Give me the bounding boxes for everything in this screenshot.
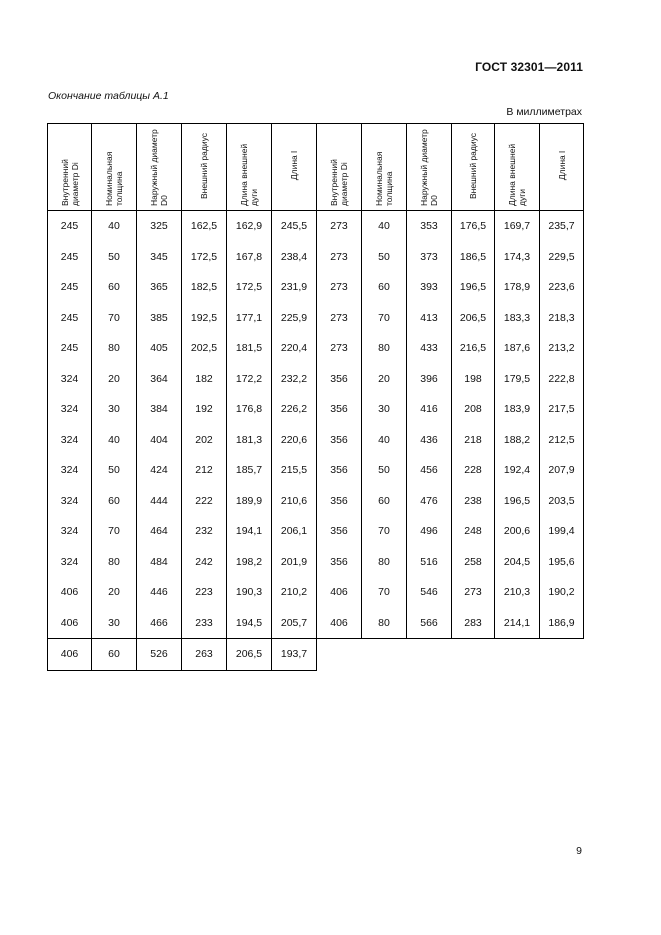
data-table: [47, 123, 584, 671]
table-cell: 20: [92, 577, 137, 608]
table-cell: 273: [317, 211, 362, 242]
table-row: [48, 425, 584, 456]
table-cell: 181,5: [227, 333, 272, 364]
table-cell: 177,1: [227, 303, 272, 334]
table-cell: 356: [317, 394, 362, 425]
table-cell: 273: [317, 303, 362, 334]
table-cell: 192,4: [495, 455, 540, 486]
table-cell: 195,6: [540, 547, 584, 578]
table-cell: 80: [362, 608, 407, 639]
table-cell: 456: [407, 455, 452, 486]
table-cell: 373: [407, 242, 452, 273]
table-cell: 167,8: [227, 242, 272, 273]
table-cell: 192,5: [182, 303, 227, 334]
table-cell: 172,2: [227, 364, 272, 395]
table-cell: 178,9: [495, 272, 540, 303]
table-cell: 196,5: [495, 486, 540, 517]
column-header: Наружный диаметр D0: [137, 124, 182, 211]
table-cell: 70: [362, 303, 407, 334]
table-cell: 186,5: [452, 242, 495, 273]
table-cell: 80: [362, 333, 407, 364]
table-cell: 356: [317, 364, 362, 395]
table-cell: 324: [48, 486, 92, 517]
table-cell: 526: [137, 639, 182, 671]
empty-cell: [407, 639, 452, 671]
table-cell: 405: [137, 333, 182, 364]
table-cell: 229,5: [540, 242, 584, 273]
table-cell: 235,7: [540, 211, 584, 242]
table-cell: 324: [48, 364, 92, 395]
table-cell: 188,2: [495, 425, 540, 456]
table-cell: 273: [452, 577, 495, 608]
table-cell: 385: [137, 303, 182, 334]
table-cell: 416: [407, 394, 452, 425]
table-cell: 223,6: [540, 272, 584, 303]
table-cell: 324: [48, 516, 92, 547]
table-caption: Окончание таблицы А.1: [48, 90, 169, 102]
table-row: [48, 516, 584, 547]
table-cell: 223: [182, 577, 227, 608]
table-cell: 80: [92, 333, 137, 364]
table-cell: 30: [362, 394, 407, 425]
table-cell: 181,3: [227, 425, 272, 456]
column-header: Внутренний диаметр Di: [317, 124, 362, 211]
table-cell: 225,9: [272, 303, 317, 334]
empty-cell: [452, 639, 495, 671]
table-row: [48, 364, 584, 395]
table-cell: 172,5: [182, 242, 227, 273]
table-cell: 466: [137, 608, 182, 639]
page-number: 9: [576, 845, 582, 857]
table-cell: 345: [137, 242, 182, 273]
table-cell: 220,6: [272, 425, 317, 456]
table-cell: 200,6: [495, 516, 540, 547]
table-cell: 50: [92, 455, 137, 486]
table-cell: 384: [137, 394, 182, 425]
column-header: Наружный диаметр D0: [407, 124, 452, 211]
column-header: Внешний радиус: [182, 124, 227, 211]
table-cell: 324: [48, 394, 92, 425]
table-cell: 199,4: [540, 516, 584, 547]
table-cell: 353: [407, 211, 452, 242]
table-cell: 193,7: [272, 639, 317, 671]
table-cell: 406: [317, 608, 362, 639]
table-cell: 406: [48, 577, 92, 608]
table-row: [48, 455, 584, 486]
table-cell: 263: [182, 639, 227, 671]
table-cell: 283: [452, 608, 495, 639]
table-cell: 245: [48, 211, 92, 242]
table-cell: 516: [407, 547, 452, 578]
table-cell: 245,5: [272, 211, 317, 242]
table-cell: 232: [182, 516, 227, 547]
table-cell: 60: [92, 486, 137, 517]
table-cell: 476: [407, 486, 452, 517]
table-cell: 70: [92, 303, 137, 334]
table-cell: 413: [407, 303, 452, 334]
table-cell: 446: [137, 577, 182, 608]
table-cell: 190,2: [540, 577, 584, 608]
column-header: Длина l: [272, 124, 317, 211]
table-cell: 20: [92, 364, 137, 395]
table-cell: 205,7: [272, 608, 317, 639]
table-cell: 60: [92, 272, 137, 303]
table-cell: 444: [137, 486, 182, 517]
table-cell: 356: [317, 425, 362, 456]
table-cell: 273: [317, 333, 362, 364]
empty-cell: [495, 639, 540, 671]
table-cell: 203,5: [540, 486, 584, 517]
table-cell: 80: [92, 547, 137, 578]
table-cell: 70: [362, 577, 407, 608]
table-cell: 40: [92, 425, 137, 456]
table-cell: 232,2: [272, 364, 317, 395]
table-cell: 80: [362, 547, 407, 578]
table-cell: 365: [137, 272, 182, 303]
table-cell: 162,5: [182, 211, 227, 242]
table-cell: 30: [92, 394, 137, 425]
table-cell: 216,5: [452, 333, 495, 364]
table-cell: 356: [317, 547, 362, 578]
table-row: [48, 272, 584, 303]
table-cell: 176,5: [452, 211, 495, 242]
table-cell: 215,5: [272, 455, 317, 486]
table-cell: 406: [48, 639, 92, 671]
table-cell: 207,9: [540, 455, 584, 486]
table-cell: 70: [362, 516, 407, 547]
empty-cell: [317, 639, 362, 671]
table-cell: 258: [452, 547, 495, 578]
table-cell: 396: [407, 364, 452, 395]
table-cell: 406: [317, 577, 362, 608]
table-cell: 183,9: [495, 394, 540, 425]
table-row: [48, 394, 584, 425]
table-cell: 228: [452, 455, 495, 486]
table-cell: 546: [407, 577, 452, 608]
table-cell: 201,9: [272, 547, 317, 578]
table-cell: 198,2: [227, 547, 272, 578]
table-cell: 218: [452, 425, 495, 456]
table-cell: 406: [48, 608, 92, 639]
column-header: Номинальная толщина: [92, 124, 137, 211]
table-row: [48, 303, 584, 334]
table-cell: 222,8: [540, 364, 584, 395]
table-cell: 238: [452, 486, 495, 517]
table-cell: 226,2: [272, 394, 317, 425]
table-cell: 210,3: [495, 577, 540, 608]
table-cell: 325: [137, 211, 182, 242]
table-cell: 364: [137, 364, 182, 395]
table-cell: 210,2: [272, 577, 317, 608]
empty-cell: [540, 639, 584, 671]
table-cell: 242: [182, 547, 227, 578]
table-cell: 218,3: [540, 303, 584, 334]
table-cell: 174,3: [495, 242, 540, 273]
table-cell: 213,2: [540, 333, 584, 364]
table-row: [48, 608, 584, 639]
table-row: [48, 577, 584, 608]
table-cell: 70: [92, 516, 137, 547]
table-cell: 182,5: [182, 272, 227, 303]
table-row: [48, 639, 584, 671]
table-cell: 206,5: [227, 639, 272, 671]
table-row: [48, 547, 584, 578]
column-header: Длина внешней дуги: [495, 124, 540, 211]
table-cell: 162,9: [227, 211, 272, 242]
units-label: В миллиметрах: [506, 106, 582, 118]
table-cell: 185,7: [227, 455, 272, 486]
table-cell: 40: [362, 425, 407, 456]
table-cell: 273: [317, 272, 362, 303]
table-cell: 210,6: [272, 486, 317, 517]
table-cell: 183,3: [495, 303, 540, 334]
table-cell: 179,5: [495, 364, 540, 395]
table-cell: 196,5: [452, 272, 495, 303]
table-cell: 50: [362, 242, 407, 273]
table-cell: 356: [317, 486, 362, 517]
table-cell: 324: [48, 547, 92, 578]
table-cell: 208: [452, 394, 495, 425]
column-header: Длина l: [540, 124, 584, 211]
table-cell: 189,9: [227, 486, 272, 517]
table-cell: 233: [182, 608, 227, 639]
table-cell: 238,4: [272, 242, 317, 273]
table-cell: 186,9: [540, 608, 584, 639]
table-cell: 245: [48, 242, 92, 273]
table-cell: 433: [407, 333, 452, 364]
table-cell: 245: [48, 303, 92, 334]
table-row: [48, 211, 584, 242]
table-cell: 217,5: [540, 394, 584, 425]
table-cell: 206,5: [452, 303, 495, 334]
column-header: Номинальная толщина: [362, 124, 407, 211]
table-cell: 60: [362, 272, 407, 303]
table-cell: 204,5: [495, 547, 540, 578]
table-cell: 40: [362, 211, 407, 242]
table-cell: 436: [407, 425, 452, 456]
table-cell: 356: [317, 455, 362, 486]
table-cell: 40: [92, 211, 137, 242]
table-row: [48, 242, 584, 273]
table-cell: 248: [452, 516, 495, 547]
table-cell: 464: [137, 516, 182, 547]
document-code: ГОСТ 32301—2011: [475, 60, 583, 74]
table-cell: 60: [362, 486, 407, 517]
column-header: Внешний радиус: [452, 124, 495, 211]
table-cell: 194,1: [227, 516, 272, 547]
table-cell: 222: [182, 486, 227, 517]
table-cell: 220,4: [272, 333, 317, 364]
table-cell: 214,1: [495, 608, 540, 639]
table-cell: 187,6: [495, 333, 540, 364]
table-cell: 231,9: [272, 272, 317, 303]
table-cell: 172,5: [227, 272, 272, 303]
table-cell: 273: [317, 242, 362, 273]
table-cell: 60: [92, 639, 137, 671]
table-cell: 30: [92, 608, 137, 639]
table-cell: 324: [48, 455, 92, 486]
table-cell: 50: [362, 455, 407, 486]
table-row: [48, 486, 584, 517]
table-cell: 484: [137, 547, 182, 578]
table-cell: 356: [317, 516, 362, 547]
table-cell: 202: [182, 425, 227, 456]
table-cell: 404: [137, 425, 182, 456]
table-cell: 206,1: [272, 516, 317, 547]
table-cell: 496: [407, 516, 452, 547]
table-cell: 182: [182, 364, 227, 395]
table-cell: 50: [92, 242, 137, 273]
table-cell: 212: [182, 455, 227, 486]
table-cell: 212,5: [540, 425, 584, 456]
column-header: Длина внешней дуги: [227, 124, 272, 211]
table-cell: 194,5: [227, 608, 272, 639]
table-cell: 566: [407, 608, 452, 639]
table-cell: 324: [48, 425, 92, 456]
table-cell: 20: [362, 364, 407, 395]
table-cell: 202,5: [182, 333, 227, 364]
table-cell: 393: [407, 272, 452, 303]
empty-cell: [362, 639, 407, 671]
table-cell: 176,8: [227, 394, 272, 425]
table-cell: 190,3: [227, 577, 272, 608]
table-cell: 245: [48, 272, 92, 303]
table-header-row: [48, 124, 584, 211]
table-cell: 192: [182, 394, 227, 425]
table-cell: 198: [452, 364, 495, 395]
table-row: [48, 333, 584, 364]
table-cell: 169,7: [495, 211, 540, 242]
table-cell: 424: [137, 455, 182, 486]
column-header: Внутренний диаметр Di: [48, 124, 92, 211]
table-cell: 245: [48, 333, 92, 364]
